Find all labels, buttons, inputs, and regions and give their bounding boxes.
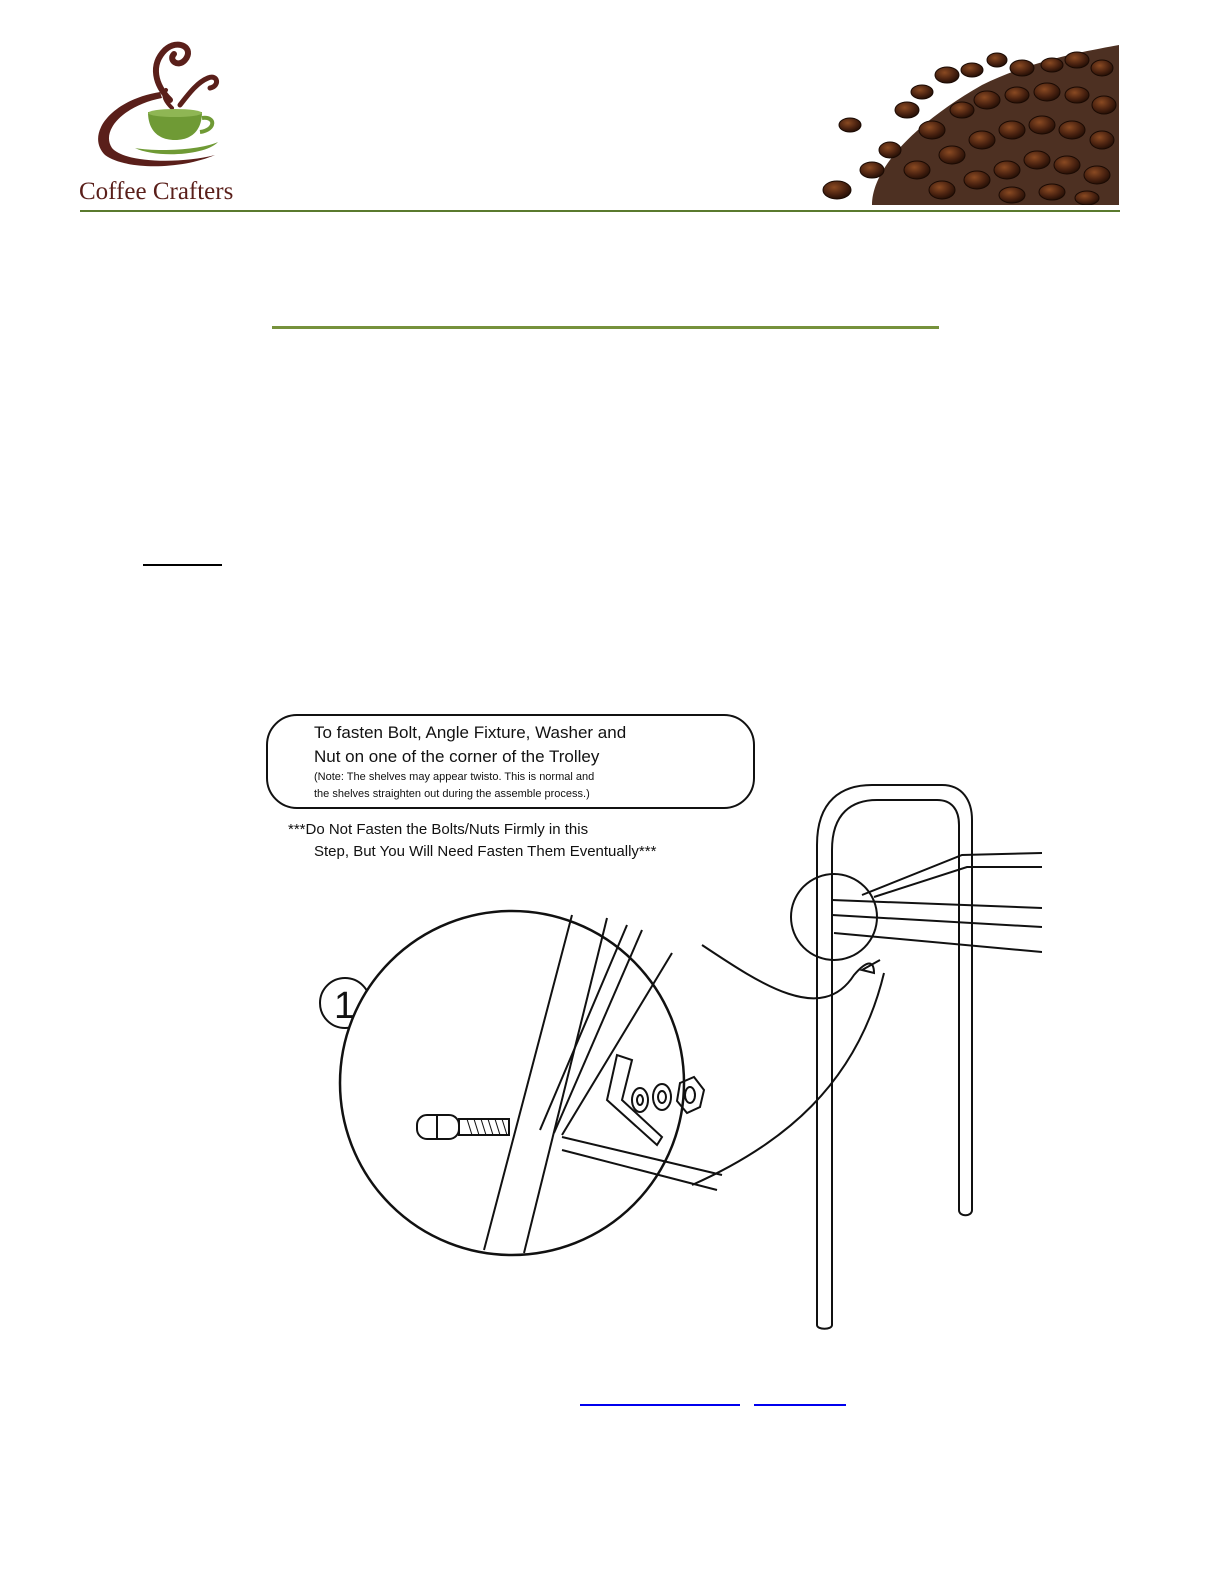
zoom-arrow: [702, 945, 880, 998]
step-heading-underline: [143, 564, 222, 566]
coffee-beans-image: [812, 30, 1119, 205]
note-line-2: the shelves straighten out during the assemble process.): [314, 788, 590, 800]
assembly-diagram: [262, 705, 1042, 1345]
callout-line-2: Nut on one of the corner of the Trolley: [314, 747, 600, 766]
step-number: 1: [334, 985, 356, 1027]
header-divider: [80, 210, 1120, 212]
note-line-1: (Note: The shelves may appear twisto. This is normal and: [314, 771, 595, 783]
detail-magnified-circle: [340, 911, 684, 1255]
brand-name: Coffee Crafters: [79, 178, 234, 205]
warning-line-2: Step, But You Will Need Fasten Them Eventually***: [314, 843, 657, 860]
title-divider: [272, 326, 939, 329]
callout-line-1: To fasten Bolt, Angle Fixture, Washer and: [314, 723, 627, 742]
warning-line-1: ***Do Not Fasten the Bolts/Nuts Firmly in this: [288, 821, 589, 838]
link-underline-2[interactable]: [754, 1404, 846, 1406]
link-underline-1[interactable]: [580, 1404, 740, 1406]
